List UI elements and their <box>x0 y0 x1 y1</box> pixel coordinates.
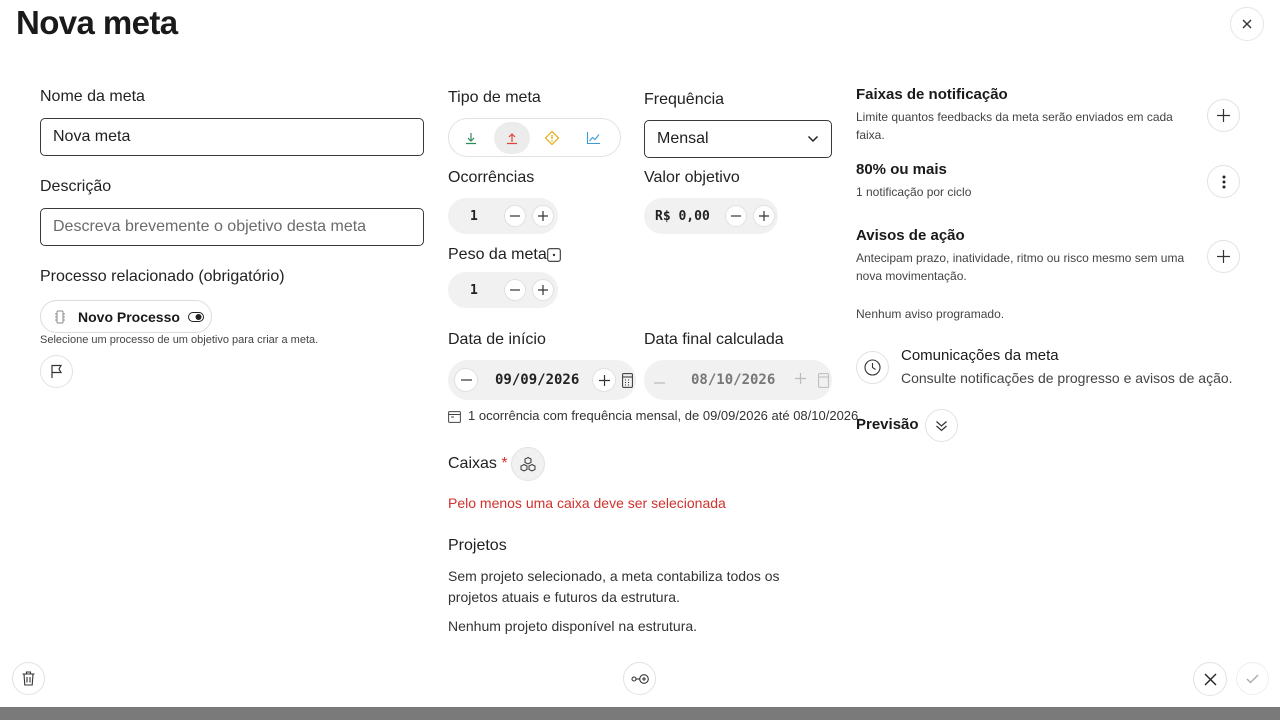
link-button[interactable] <box>623 662 656 695</box>
warning-diamond-icon <box>544 130 560 146</box>
trend-chart-icon <box>586 131 601 145</box>
chevrons-down-icon <box>935 420 948 432</box>
cancel-button[interactable] <box>1193 662 1227 696</box>
end-date-value: 08/10/2026 <box>691 372 776 388</box>
boxes-error: Pelo menos uma caixa deve ser selecionada <box>448 495 726 511</box>
projects-label: Projetos <box>448 537 507 554</box>
minus-icon <box>731 215 741 217</box>
calendar-icon <box>818 373 829 388</box>
description-label: Descrição <box>40 178 112 195</box>
type-increase-option[interactable] <box>494 122 530 154</box>
link-add-icon <box>631 673 649 685</box>
add-action-alert-button[interactable] <box>1207 240 1240 273</box>
chevron-down-icon <box>807 135 819 143</box>
start-date-increment[interactable] <box>592 368 616 392</box>
milestone-button[interactable] <box>40 355 73 388</box>
projects-info: Sem projeto selecionado, a meta contabiliza todos os projetos atuais e futuros da estrutura. <box>448 568 780 605</box>
start-date-value: 09/09/2026 <box>495 372 580 388</box>
target-value-stepper[interactable] <box>644 198 778 234</box>
flag-icon <box>50 364 64 379</box>
boxes-label-text: Caixas <box>448 455 497 472</box>
start-date-decrement[interactable] <box>454 368 478 392</box>
weight-info-icon[interactable] <box>547 248 561 262</box>
occurrences-increment[interactable] <box>532 205 554 227</box>
plus-icon <box>795 373 806 384</box>
weight-value: 1 <box>470 282 478 298</box>
plus-icon <box>538 285 548 295</box>
close-icon <box>1241 18 1253 30</box>
occurrence-summary: 1 ocorrência com frequência mensal, de 09/09/2026 até 08/10/2026. <box>468 408 862 423</box>
occurrences-value: 1 <box>470 208 478 224</box>
process-label: Processo relacionado (obrigatório) <box>40 268 285 285</box>
action-alerts-empty: Nenhum aviso programado. <box>856 307 1005 321</box>
process-hint: Selecione um processo de um objetivo para criar a meta. <box>40 334 319 346</box>
process-icon <box>53 310 67 324</box>
plus-icon <box>1217 250 1230 263</box>
occurrences-label: Ocorrências <box>448 169 535 186</box>
required-marker: * <box>501 455 508 472</box>
description-textarea[interactable] <box>40 208 424 246</box>
description-placeholder: Descreva brevemente o objetivo desta meta <box>53 218 367 235</box>
weight-increment[interactable] <box>532 279 554 301</box>
weight-label: Peso da meta <box>448 246 547 263</box>
add-notification-band-button[interactable] <box>1207 99 1240 132</box>
close-icon <box>1204 673 1217 686</box>
target-value-label: Valor objetivo <box>644 169 740 186</box>
notification-bands-desc: Limite quantos feedbacks da meta serão enviados em cada faixa. <box>856 110 1173 142</box>
end-date-field <box>644 360 832 400</box>
frequency-select[interactable] <box>644 120 832 158</box>
end-date-label: Data final calculada <box>644 331 784 348</box>
weight-decrement[interactable] <box>504 279 526 301</box>
plus-icon <box>538 211 548 221</box>
arrow-down-to-line-icon <box>464 131 478 145</box>
occurrences-decrement[interactable] <box>504 205 526 227</box>
forecast-title: Previsão <box>856 416 919 433</box>
weight-stepper[interactable] <box>448 272 558 308</box>
start-date-field[interactable] <box>448 360 636 400</box>
check-icon <box>1246 674 1259 684</box>
goal-type-selector[interactable] <box>448 118 621 157</box>
minus-icon <box>510 215 520 217</box>
calendar-icon[interactable] <box>622 373 633 388</box>
process-name: Novo Processo <box>78 308 180 325</box>
goal-name-label: Nome da meta <box>40 88 145 105</box>
band-title: 80% ou mais <box>856 161 947 178</box>
select-boxes-button[interactable] <box>511 447 545 481</box>
type-trend-option[interactable] <box>575 122 611 154</box>
plus-icon <box>1217 109 1230 122</box>
delete-button[interactable] <box>12 662 45 695</box>
trash-icon <box>22 671 35 686</box>
start-date-label: Data de início <box>448 331 546 348</box>
target-increment[interactable] <box>753 205 775 227</box>
page-title: Nova meta <box>16 4 178 41</box>
communications-desc: Consulte notificações de progresso e avisos de ação. <box>901 370 1233 386</box>
bottom-bar <box>0 707 1280 720</box>
calendar-summary-icon <box>448 410 461 423</box>
goal-type-label: Tipo de meta <box>448 89 541 106</box>
band-menu-button[interactable] <box>1207 165 1240 198</box>
arrow-up-from-line-icon <box>505 131 519 145</box>
communications-title: Comunicações da meta <box>901 347 1059 364</box>
boxes-icon <box>519 456 537 473</box>
plus-icon <box>759 211 769 221</box>
frequency-label: Frequência <box>644 91 725 108</box>
minus-icon <box>510 289 520 291</box>
goal-name-input[interactable] <box>40 118 424 156</box>
minus-icon <box>654 382 665 384</box>
type-limit-option[interactable] <box>535 122 571 154</box>
notification-bands-title: Faixas de notificação <box>856 86 1008 103</box>
projects-empty: Nenhum projeto disponível na estrutura. <box>448 618 698 634</box>
process-chip[interactable] <box>40 300 212 333</box>
clock-icon <box>864 359 881 376</box>
end-date-decrement <box>654 371 668 389</box>
type-decrease-option[interactable] <box>453 122 489 154</box>
plus-icon <box>599 375 610 386</box>
confirm-button[interactable] <box>1236 662 1269 695</box>
frequency-value: Mensal <box>657 130 709 147</box>
communications-button[interactable] <box>856 351 889 384</box>
minus-icon <box>461 379 472 381</box>
boxes-label <box>448 455 508 473</box>
toggle-icon <box>188 312 204 322</box>
target-decrement[interactable] <box>725 205 747 227</box>
close-dialog-button[interactable] <box>1230 7 1264 41</box>
action-alerts-title: Avisos de ação <box>856 227 965 244</box>
band-desc: 1 notificação por ciclo <box>856 185 972 199</box>
target-value: R$ 0,00 <box>655 208 710 224</box>
goal-name-value: Nova meta <box>53 128 131 145</box>
action-alerts-desc: Antecipam prazo, inatividade, ritmo ou risco mesmo sem uma nova movimentação. <box>856 251 1185 283</box>
occurrences-stepper[interactable] <box>448 198 558 234</box>
more-vertical-icon <box>1222 175 1226 189</box>
forecast-expand-button[interactable] <box>925 409 958 442</box>
end-date-increment <box>795 371 806 389</box>
